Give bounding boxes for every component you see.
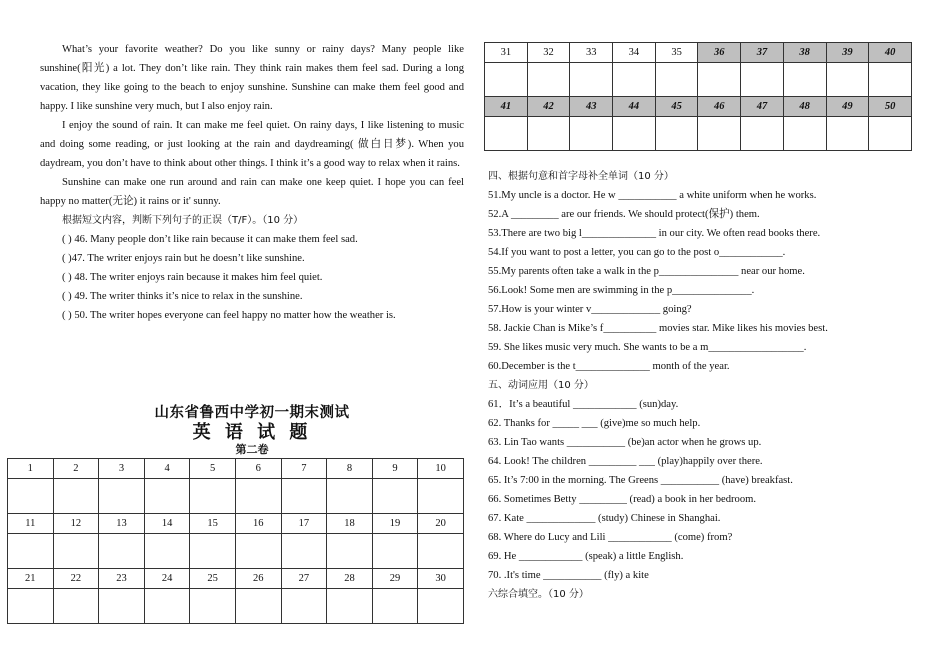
answer-cell[interactable] (527, 117, 570, 151)
volume-label: 第二卷 (235, 443, 269, 456)
grid-number: 48 (783, 97, 826, 117)
grid-number: 10 (418, 459, 464, 479)
answer-cell[interactable] (190, 534, 236, 569)
answer-cell[interactable] (485, 117, 528, 151)
grid-number: 21 (8, 569, 54, 589)
answer-cell[interactable] (144, 534, 190, 569)
question-69: 69. He ____________ (speak) a little English. (488, 551, 684, 562)
answer-cell[interactable] (99, 479, 145, 514)
tf-question-46: ( ) 46. Many people don’t like rain because it can make them feel sad. (62, 234, 358, 245)
answer-cell[interactable] (741, 63, 784, 97)
grid-number: 17 (281, 514, 327, 534)
answer-cell[interactable] (826, 117, 869, 151)
grid-number: 20 (418, 514, 464, 534)
question-67: 67. Kate _____________ (study) Chinese in Shanghai. (488, 513, 721, 524)
answer-cell[interactable] (327, 589, 373, 624)
question-64: 64. Look! The children _________ ___ (play)happily over there. (488, 456, 763, 467)
answer-cell[interactable] (372, 479, 418, 514)
question-63: 63. Lin Tao wants ___________ (be)an actor when he grows up. (488, 437, 762, 448)
grid-number: 4 (144, 459, 190, 479)
section-6-heading: 六综合填空。（10 分） (488, 589, 589, 600)
section-4-heading: 四、根据句意和首字母补全单词（10 分） (488, 171, 674, 182)
answer-cell[interactable] (53, 534, 99, 569)
answer-cell[interactable] (783, 117, 826, 151)
grid-number: 11 (8, 514, 54, 534)
question-57: 57.How is your winter v_____________ going? (488, 304, 692, 315)
grid-number: 23 (99, 569, 145, 589)
grid-number: 2 (53, 459, 99, 479)
answer-cell[interactable] (8, 534, 54, 569)
answer-cell[interactable] (99, 589, 145, 624)
grid-number: 33 (570, 43, 613, 63)
grid-number: 7 (281, 459, 327, 479)
answer-cell[interactable] (826, 63, 869, 97)
grid-number: 8 (327, 459, 373, 479)
passage-paragraph-3: Sunshine can make one run around and rain can make one keep quiet. I hope you can feel happy no matter(无论) it rains or it' sunny. (40, 177, 464, 207)
tf-instruction: 根据短文内容，判断下列句子的正误（T/F）。（10 分） (62, 215, 304, 226)
answer-grid-31-50 (484, 42, 912, 151)
passage-paragraph-2: I enjoy the sound of rain. It can make me feel quiet. On rainy days, I like listening to music and doing some reading, or just looking at the rain and daydreaming( 做白日梦). When you daydream, you don’t have to think about other things. I think it’s a good way to relax when it rains. (40, 120, 464, 169)
answer-cell[interactable] (190, 479, 236, 514)
question-61: 61．It’s a beautiful ____________ (sun)day. (488, 399, 679, 410)
answer-cell[interactable] (655, 117, 698, 151)
answer-cell[interactable] (741, 117, 784, 151)
grid-number: 18 (327, 514, 373, 534)
answer-cell[interactable] (8, 589, 54, 624)
question-59: 59. She likes music very much. She wants to be a m__________________. (488, 342, 807, 353)
answer-cell[interactable] (53, 479, 99, 514)
grid-number: 29 (372, 569, 418, 589)
grid-number: 16 (235, 514, 281, 534)
answer-cell[interactable] (144, 589, 190, 624)
answer-cell[interactable] (281, 534, 327, 569)
grid-number: 46 (698, 97, 741, 117)
answer-cell[interactable] (698, 117, 741, 151)
grid-number: 1 (8, 459, 54, 479)
answer-cell[interactable] (327, 479, 373, 514)
question-66: 66. Sometimes Betty _________ (read) a book in her bedroom. (488, 494, 757, 505)
grid-number: 25 (190, 569, 236, 589)
answer-cell[interactable] (570, 117, 613, 151)
grid-number: 24 (144, 569, 190, 589)
question-52: 52.A _________ are our friends. We should protect(保护) them. (488, 209, 760, 220)
grid-number: 3 (99, 459, 145, 479)
fill-in-sections (488, 167, 912, 604)
grid-number: 44 (613, 97, 656, 117)
grid-number: 13 (99, 514, 145, 534)
grid-number: 41 (485, 97, 528, 117)
grid-number: 30 (418, 569, 464, 589)
answer-cell[interactable] (372, 589, 418, 624)
grid-number: 47 (741, 97, 784, 117)
question-68: 68. Where do Lucy and Lili ____________ (come) from? (488, 532, 733, 543)
question-70: 70. .It's time ___________ (fly) a kite (488, 570, 649, 581)
question-65: 65. It’s 7:00 in the morning. The Greens ___________ (have) breakfast. (488, 475, 793, 486)
answer-cell[interactable] (418, 534, 464, 569)
grid-number: 36 (698, 43, 741, 63)
grid-number: 39 (826, 43, 869, 63)
answer-cell[interactable] (281, 589, 327, 624)
answer-cell[interactable] (655, 63, 698, 97)
answer-cell[interactable] (418, 479, 464, 514)
reading-passage (40, 40, 464, 325)
tf-question-48: ( ) 48. The writer enjoys rain because it makes him feel quiet. (62, 272, 323, 283)
answer-cell[interactable] (869, 63, 912, 97)
grid-number: 28 (327, 569, 373, 589)
grid-number: 45 (655, 97, 698, 117)
grid-number: 49 (826, 97, 869, 117)
answer-cell[interactable] (144, 479, 190, 514)
question-58: 58. Jackie Chan is Mike’s f__________ movies star. Mike likes his movies best. (488, 323, 828, 334)
grid-number: 50 (869, 97, 912, 117)
answer-cell[interactable] (418, 589, 464, 624)
question-51: 51.My uncle is a doctor. He w ___________ a white uniform when he works. (488, 190, 817, 201)
passage-paragraph-1: What’s your favorite weather? Do you like sunny or rainy days? Many people like sunshine(阳光) a lot. They don’t like rain. They think rain makes them feel sad. During a long vacation, they like going to the beach to enjoy sunshine. Sunshine can make them feel good and happy. I like sunshine very much, but I also enjoy rain. (40, 44, 464, 112)
question-62: 62. Thanks for _____ ___ (give)me so much help. (488, 418, 701, 429)
answer-cell[interactable] (783, 63, 826, 97)
question-55: 55.My parents often take a walk in the p_______________ near our home. (488, 266, 805, 277)
grid-number: 43 (570, 97, 613, 117)
answer-cell[interactable] (235, 479, 281, 514)
answer-cell[interactable] (8, 479, 54, 514)
answer-cell[interactable] (485, 63, 528, 97)
grid-number: 38 (783, 43, 826, 63)
question-54: 54.If you want to post a letter, you can go to the post o____________. (488, 247, 786, 258)
answer-cell[interactable] (527, 63, 570, 97)
grid-number: 37 (741, 43, 784, 63)
answer-cell[interactable] (613, 63, 656, 97)
answer-cell[interactable] (698, 63, 741, 97)
grid-number: 32 (527, 43, 570, 63)
grid-number: 15 (190, 514, 236, 534)
grid-number: 27 (281, 569, 327, 589)
section-5-heading: 五、动词应用（10 分） (488, 380, 594, 391)
tf-question-49: ( ) 49. The writer thinks it’s nice to relax in the sunshine. (62, 291, 303, 302)
question-53: 53.There are two big l______________ in our city. We often read books there. (488, 228, 821, 239)
answer-cell[interactable] (53, 589, 99, 624)
grid-number: 35 (655, 43, 698, 63)
grid-number: 40 (869, 43, 912, 63)
subject-title: 英 语 试 题 (192, 422, 312, 443)
grid-number: 12 (53, 514, 99, 534)
answer-cell[interactable] (281, 479, 327, 514)
question-56: 56.Look! Some men are swimming in the p_______________. (488, 285, 755, 296)
answer-cell[interactable] (235, 534, 281, 569)
answer-cell[interactable] (372, 534, 418, 569)
answer-cell[interactable] (869, 117, 912, 151)
grid-number: 22 (53, 569, 99, 589)
answer-cell[interactable] (235, 589, 281, 624)
answer-cell[interactable] (613, 117, 656, 151)
grid-number: 9 (372, 459, 418, 479)
grid-number: 42 (527, 97, 570, 117)
grid-number: 14 (144, 514, 190, 534)
school-title: 山东省鲁西中学初一期末测试 (154, 405, 350, 421)
answer-cell[interactable] (327, 534, 373, 569)
grid-number: 19 (372, 514, 418, 534)
grid-number: 31 (485, 43, 528, 63)
grid-number: 26 (235, 569, 281, 589)
tf-question-50: ( ) 50. The writer hopes everyone can feel happy no matter how the weather is. (62, 310, 396, 321)
grid-number: 6 (235, 459, 281, 479)
answer-cell[interactable] (570, 63, 613, 97)
question-60: 60.December is the t______________ month of the year. (488, 361, 730, 372)
tf-question-47: ( )47. The writer enjoys rain but he doesn’t like sunshine. (62, 253, 305, 264)
grid-number: 5 (190, 459, 236, 479)
answer-cell[interactable] (190, 589, 236, 624)
answer-grid-1-30 (7, 458, 464, 624)
grid-number: 34 (613, 43, 656, 63)
answer-cell[interactable] (99, 534, 145, 569)
